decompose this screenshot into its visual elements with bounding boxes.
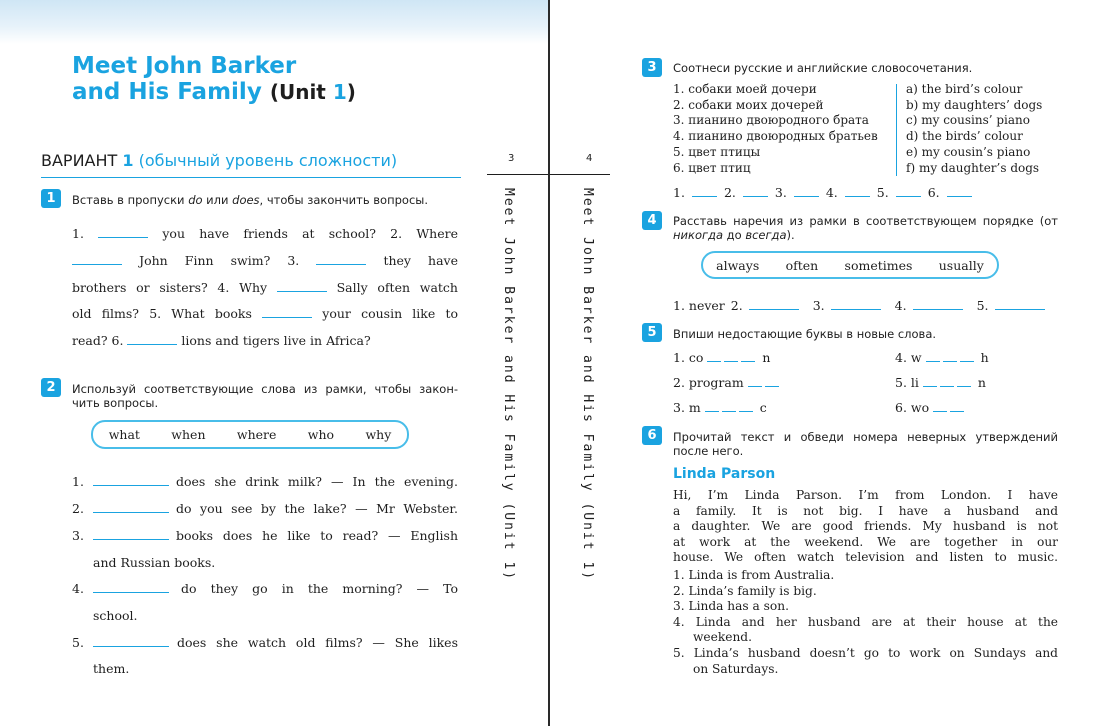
letter-blank[interactable] [748,377,762,387]
task-5-word-3: 3. m c [673,400,767,415]
answer-blank[interactable] [93,501,169,513]
list-item: 1. собаки моей дочери [673,82,817,96]
page-number-left: 3 [508,153,515,164]
task-3-instruction: Соотнеси русские и английские словосочетания. [673,61,973,75]
answer-blank[interactable] [947,185,972,197]
letter-blank[interactable] [950,402,964,412]
answer-blank[interactable] [98,226,148,238]
passage-line: house. We often watch television and listen to music. [673,550,1058,565]
list-item: 4. пианино двоюродных братьев [673,129,878,144]
letter-blank[interactable] [943,352,957,362]
task-5-word-6: 6. wo [895,400,967,416]
word-usually: usually [938,257,984,273]
statements-list [673,568,1058,677]
letter-blank[interactable] [707,352,721,362]
unit-title [72,53,356,105]
task-3-english-list [906,82,1042,176]
header-band [0,0,548,44]
answer-blank[interactable] [277,280,327,292]
statement[interactable]: 4. Linda and her husband are at their house at the [673,614,1058,629]
task-2-q3: books does he like to read? — English [93,528,458,544]
reading-passage [673,488,1058,566]
task-2-q3-num: 3. [72,528,84,543]
task-5-badge: 5 [642,323,662,342]
task-4-instruction: Расставь наречия из рамки в соответствующем порядке (от никогда до всегда). [673,214,1058,242]
task-5-word-2: 2. program [673,375,782,391]
answer-blank[interactable] [743,185,768,197]
list-item: a) the bird’s colour [906,82,1023,96]
answer-blank[interactable] [93,635,169,647]
title-line-2: and His Family (Unit 1) [72,79,356,105]
letter-blank[interactable] [933,402,947,412]
answer-blank[interactable] [749,298,799,310]
task-1-badge: 1 [41,189,61,208]
statement[interactable]: 5. Linda’s husband doesn’t go to work on Sundays and [673,645,1058,660]
task-2-word-box [91,420,409,449]
answer-blank[interactable] [72,253,122,265]
letter-blank[interactable] [705,402,719,412]
list-item: f) my daughter’s dogs [906,160,1040,175]
task-2-q4-num: 4. [72,581,84,596]
word-always: always [716,257,760,273]
task-2-q2-num: 2. [72,501,84,516]
task-3-russian-list [673,82,878,176]
reading-heading: Linda Parson [673,466,776,482]
task-4-answers: 1. never 2. 3. 4. 5. [673,298,1045,314]
page-number-rule-left [487,174,548,175]
word-what: what [108,427,140,442]
list-item: d) the birds’ colour [906,129,1023,144]
letter-blank[interactable] [923,377,937,387]
passage-line: at work at the weekend. We are together in our [673,534,1058,549]
word-often: often [785,257,819,273]
passage-line: Hi, I’m Linda Parson. I’m from London. I have [673,488,1058,502]
letter-blank[interactable] [739,402,753,412]
letter-blank[interactable] [724,352,738,362]
list-item: 2. собаки моих дочерей [673,97,824,112]
answer-blank[interactable] [93,528,169,540]
task-2-q3-cont: and Russian books. [93,555,216,570]
variant-underline [41,177,461,178]
task-4-badge: 4 [642,211,662,230]
answer-blank[interactable] [127,333,177,345]
task-5-word-1: 1. co n [673,350,771,365]
task-2-badge: 2 [41,378,61,397]
answer-blank[interactable] [913,298,963,310]
answer-blank[interactable] [692,185,717,197]
unit-label: (Unit 1) [269,80,356,104]
task-5-word-5: 5. li n [895,375,986,390]
match-divider [896,84,897,176]
answer-blank[interactable] [93,474,169,486]
task-5-word-4: 4. w h [895,350,989,365]
letter-blank[interactable] [926,352,940,362]
answer-blank[interactable] [93,581,169,593]
statement-cont: on Saturdays. [693,661,779,676]
list-item: 3. пианино двоюродного брата [673,113,869,128]
list-item: b) my daughters’ dogs [906,97,1043,112]
passage-line: a daughter. We are good friends. My husband is not [673,519,1058,534]
book-spine [548,0,550,726]
task-1-line-1: 1. you have friends at school? 2. Where [72,226,458,241]
answer-blank[interactable] [896,185,921,197]
task-2-q5-cont: them. [93,661,130,676]
letter-blank[interactable] [957,377,971,387]
word-where: where [236,427,277,442]
statement-cont: weekend. [693,630,752,645]
answer-blank[interactable] [262,306,312,318]
word-when: when [171,427,206,442]
task-2-q1: does she drink milk? — In the evening. [93,474,458,490]
task-2-q4-cont: school. [93,608,138,623]
statement[interactable]: 2. Linda’s family is big. [673,583,817,598]
task-2-q5-num: 5. [72,635,84,650]
statement[interactable]: 1. Linda is from Australia. [673,568,835,582]
letter-blank[interactable] [722,402,736,412]
answer-blank[interactable] [316,253,366,265]
task-1-line-2: John Finn swim? 3. they have [72,253,458,269]
task-1-instruction: Вставь в пропуски do или does, чтобы закончить вопросы. [72,193,429,207]
spine-text-left: Meet John Barker and His Family (Unit 1) [501,188,516,582]
answer-blank[interactable] [995,298,1045,310]
answer-blank[interactable] [845,185,870,197]
answer-blank[interactable] [794,185,819,197]
variant-heading: ВАРИАНТ 1 (обычный уровень сложности) [41,151,398,170]
list-item: 6. цвет птиц [673,160,751,175]
list-item: 5. цвет птицы [673,144,761,159]
spine-text-right: Meet John Barker and His Family (Unit 1) [580,188,595,582]
page-number-rule-right [550,174,610,175]
title-line-1: Meet John Barker [72,53,297,79]
task-3-badge: 3 [642,58,662,77]
word-why: why [365,427,392,442]
task-6-instruction: Прочитай текст и обведи номера неверных утверждений после него. [673,430,1058,458]
letter-blank[interactable] [765,377,779,387]
task-2-q4: do they go in the morning? — To [93,581,458,597]
task-1-line-4: old films? 5. What books your cousin like to [72,306,458,321]
list-item: e) my cousin’s piano [906,144,1031,159]
answer-blank[interactable] [831,298,881,310]
task-5-instruction: Впиши недостающие буквы в новые слова. [673,327,937,341]
task-6-badge: 6 [642,426,662,445]
letter-blank[interactable] [940,377,954,387]
statement[interactable]: 3. Linda has a son. [673,599,789,614]
task-1-line-5: read? 6. lions and tigers live in Africa? [72,333,371,348]
page-number-right: 4 [586,153,593,164]
letter-blank[interactable] [960,352,974,362]
word-who: who [307,427,335,442]
word-sometimes: sometimes [844,257,913,273]
task-3-answers: 1. 2. 3. 4. 5. 6. [673,185,972,201]
task-2-q2: do you see by the lake? — Mr Webster. [93,501,458,517]
list-item: c) my cousins’ piano [906,113,1031,128]
task-4-word-box [701,251,999,279]
task-2-q5: does she watch old films? — She likes [93,635,458,651]
task-2-instruction: Используй соответствующие слова из рамки, чтобы закон- чить вопросы. [72,382,458,410]
letter-blank[interactable] [741,352,755,362]
task-1-line-3: brothers or sisters? 4. Why Sally often watch [72,280,458,295]
task-2-q1-num: 1. [72,474,84,489]
passage-line: a family. It is not big. I have a husband and [673,503,1058,518]
